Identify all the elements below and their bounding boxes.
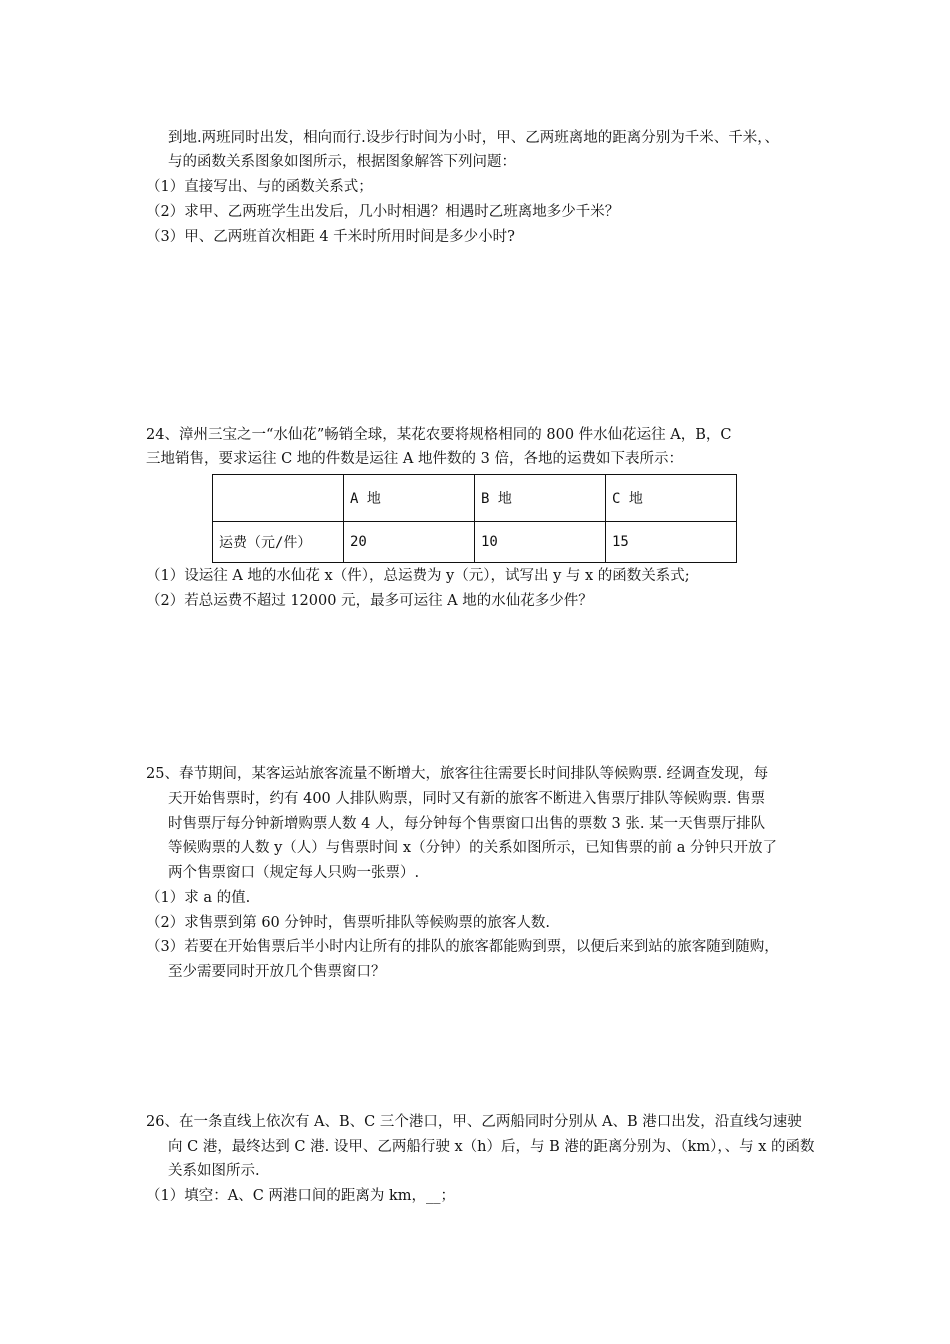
q25-text-line-4: 等候购票的人数 y（人）与售票时间 x（分钟）的关系如图所示，已知售票的前 a 分钟只开放了 bbox=[168, 840, 777, 856]
table-header-cell: B 地 bbox=[475, 475, 606, 522]
q26-part-1: （1）填空：A、C 两港口间的距离为 km，__； bbox=[146, 1188, 456, 1204]
q25-text-line-1: 25、春节期间，某客运站旅客流量不断增大，旅客往往需要长时间排队等候购票. 经调查发现，每 bbox=[146, 766, 769, 782]
q23-text-line-2: 与的函数关系图象如图所示，根据图象解答下列问题： bbox=[168, 154, 516, 170]
q24-part-2: （2）若总运费不超过 12000 元，最多可运往 A 地的水仙花多少件？ bbox=[146, 593, 593, 609]
q25-text-line-5: 两个售票窗口（规定每人只购一张票）. bbox=[168, 865, 420, 881]
q25-part-2: （2）求售票到第 60 分钟时，售票听排队等候购票的旅客人数. bbox=[146, 915, 551, 931]
q26-text-line-2: 向 C 港，最终达到 C 港. 设甲、乙两船行驶 x（h）后，与 B 港的距离分别为、（km），、与 x 的函数 bbox=[168, 1139, 815, 1155]
q24-text-line-2: 三地销售，要求运往 C 地的件数是运往 A 地件数的 3 倍，各地的运费如下表所示： bbox=[146, 451, 683, 467]
table-cell: 15 bbox=[606, 522, 737, 563]
q25-text-line-2: 天开始售票时，约有 400 人排队购票，同时又有新的旅客不断进入售票厅排队等候购票. 售票 bbox=[168, 791, 766, 807]
q23-part-1: （1）直接写出、与的函数关系式； bbox=[146, 179, 373, 195]
table-header-cell: A 地 bbox=[344, 475, 475, 522]
table-header-cell bbox=[213, 475, 344, 522]
table-header-cell: C 地 bbox=[606, 475, 737, 522]
q23-text-line-1: 到地.两班同时出发，相向而行.设步行时间为小时，甲、乙两班离地的距离分别为千米、千米，、 bbox=[168, 130, 779, 146]
q25-part-1: （1）求 a 的值. bbox=[146, 890, 251, 906]
q24-text-line-1: 24、漳州三宝之一“水仙花”畅销全球，某花农要将规格相同的 800 件水仙花运往 A，B，C bbox=[146, 427, 732, 443]
table-cell: 10 bbox=[475, 522, 606, 563]
q25-part-3-line-1: （3）若要在开始售票后半小时内让所有的排队的旅客都能购到票，以便后来到站的旅客随到随购， bbox=[146, 939, 779, 955]
q23-part-2: （2）求甲、乙两班学生出发后，几小时相遇？相遇时乙班离地多少千米？ bbox=[146, 204, 620, 220]
q26-text-line-1: 26、在一条直线上依次有 A、B、C 三个港口，甲、乙两船同时分别从 A、B 港口出发，沿直线匀速驶 bbox=[146, 1114, 802, 1130]
table-row bbox=[213, 522, 737, 563]
q25-part-3-line-2: 至少需要同时开放几个售票窗口？ bbox=[168, 964, 386, 980]
q24-part-1: （1）设运往 A 地的水仙花 x（件），总运费为 y（元），试写出 y 与 x 的函数关系式; bbox=[146, 568, 690, 584]
table-cell: 20 bbox=[344, 522, 475, 563]
table-row-label: 运费（元/件） bbox=[213, 522, 344, 563]
q26-text-line-3: 关系如图所示. bbox=[168, 1163, 260, 1179]
shipping-fee-table bbox=[212, 474, 737, 563]
q23-part-3: （3）甲、乙两班首次相距 4 千米时所用时间是多少小时? bbox=[146, 229, 515, 245]
table-header-row bbox=[213, 475, 737, 522]
q25-text-line-3: 时售票厅每分钟新增购票人数 4 人，每分钟每个售票窗口出售的票数 3 张. 某一天售票厅排队 bbox=[168, 816, 766, 832]
